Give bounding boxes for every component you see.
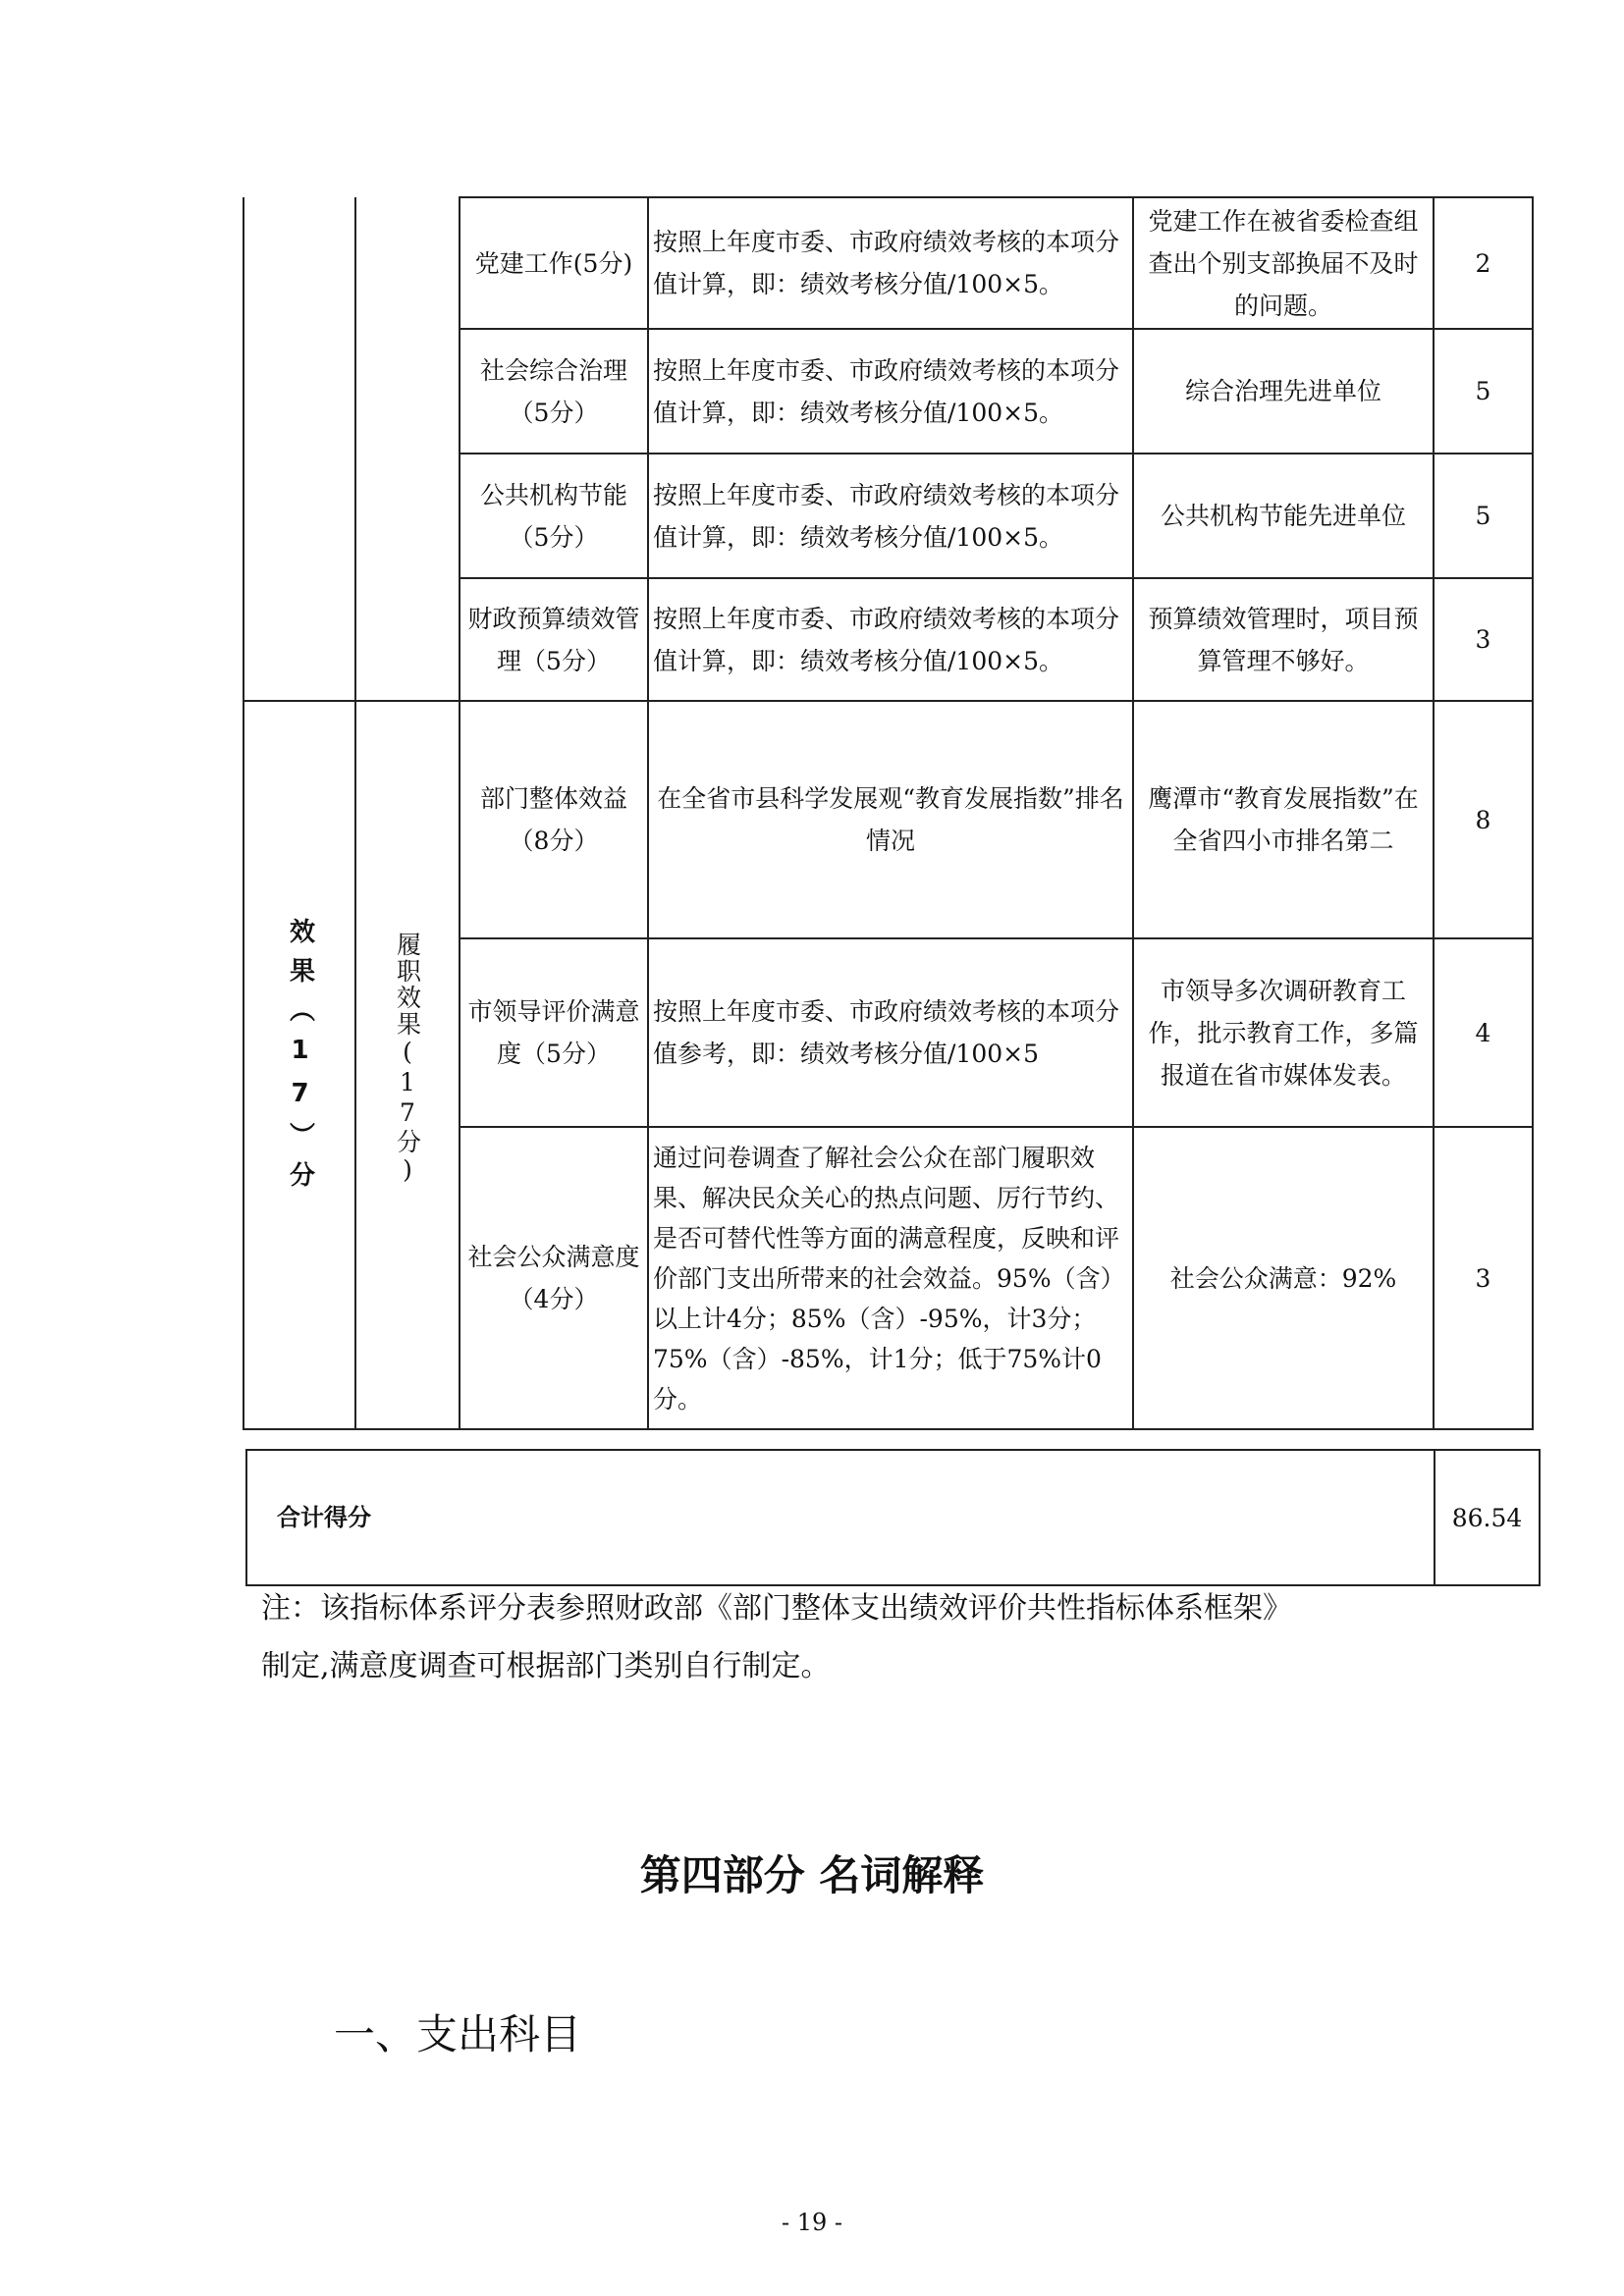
indicator-cell: 社会公众满意度（4分） <box>460 1127 648 1429</box>
table-row <box>244 197 1533 329</box>
standard-cell: 按照上年度市委、市政府绩效考核的本项分值计算，即：绩效考核分值/100×5。 <box>648 329 1133 454</box>
section-title: 第四部分 名词解释 <box>639 1851 985 1899</box>
total-score: 86.54 <box>1435 1450 1540 1585</box>
indicator-cell: 市领导评价满意度（5分） <box>460 938 648 1127</box>
standard-cell: 在全省市县科学发展观“教育发展指数”排名情况 <box>648 701 1133 938</box>
effect-group-label: 效果（17）分 <box>285 917 315 1201</box>
situation-cell: 公共机构节能先进单位 <box>1133 454 1434 578</box>
standard-cell: 通过问卷调查了解社会公众在部门履职效果、解决民众关心的热点问题、厉行节约、是否可替代性等方面的满意程度，反映和评价部门支出所带来的社会效益。95%（含）以上计4分；85%（含）-95%，计3分；75%（含）-85%，计1分；低于75%计0分。 <box>648 1127 1133 1429</box>
table-row <box>244 701 1533 938</box>
standard-cell: 按照上年度市委、市政府绩效考核的本项分值计算，即：绩效考核分值/100×5。 <box>648 578 1133 701</box>
page-number: - 19 - <box>781 2209 842 2236</box>
table-note-line-1: 注：该指标体系评分表参照财政部《部门整体支出绩效评价共性指标体系框架》 <box>261 1591 1292 1626</box>
effect-subgroup-label: 履职效果(17分) <box>393 932 422 1186</box>
indicator-cell: 部门整体效益（8分） <box>460 701 648 938</box>
effect-group-cell <box>244 701 355 1429</box>
score-cell: 5 <box>1434 329 1533 454</box>
standard-cell: 按照上年度市委、市政府绩效考核的本项分值计算，即：绩效考核分值/100×5。 <box>648 197 1133 329</box>
standard-cell: 按照上年度市委、市政府绩效考核的本项分值参考，即：绩效考核分值/100×5 <box>648 938 1133 1127</box>
indicator-cell: 财政预算绩效管理（5分） <box>460 578 648 701</box>
sub-heading: 一、支出科目 <box>334 2010 582 2058</box>
score-cell: 2 <box>1434 197 1533 329</box>
table-row <box>246 1450 1540 1585</box>
situation-cell: 市领导多次调研教育工作，批示教育工作，多篇报道在省市媒体发表。 <box>1133 938 1434 1127</box>
situation-cell: 预算绩效管理时，项目预算管理不够好。 <box>1133 578 1434 701</box>
situation-cell: 社会公众满意：92% <box>1133 1127 1434 1429</box>
indicator-cell: 公共机构节能（5分） <box>460 454 648 578</box>
indicator-cell: 社会综合治理（5分） <box>460 329 648 454</box>
table-note-line-2: 制定,满意度调查可根据部门类别自行制定。 <box>261 1649 831 1683</box>
score-cell: 5 <box>1434 454 1533 578</box>
score-cell: 3 <box>1434 1127 1533 1429</box>
effect-subgroup-cell <box>355 701 460 1429</box>
standard-cell: 按照上年度市委、市政府绩效考核的本项分值计算，即：绩效考核分值/100×5。 <box>648 454 1133 578</box>
level1-cell-empty <box>244 197 355 701</box>
level2-cell-empty <box>355 197 460 701</box>
score-cell: 8 <box>1434 701 1533 938</box>
situation-cell: 鹰潭市“教育发展指数”在全省四小市排名第二 <box>1133 701 1434 938</box>
situation-cell: 综合治理先进单位 <box>1133 329 1434 454</box>
situation-cell: 党建工作在被省委检查组查出个别支部换届不及时的问题。 <box>1133 197 1434 329</box>
score-cell: 4 <box>1434 938 1533 1127</box>
total-score-table <box>245 1449 1541 1586</box>
total-label: 合计得分 <box>246 1450 1435 1585</box>
indicator-score-table <box>243 196 1534 1430</box>
score-cell: 3 <box>1434 578 1533 701</box>
indicator-cell: 党建工作(5分) <box>460 197 648 329</box>
